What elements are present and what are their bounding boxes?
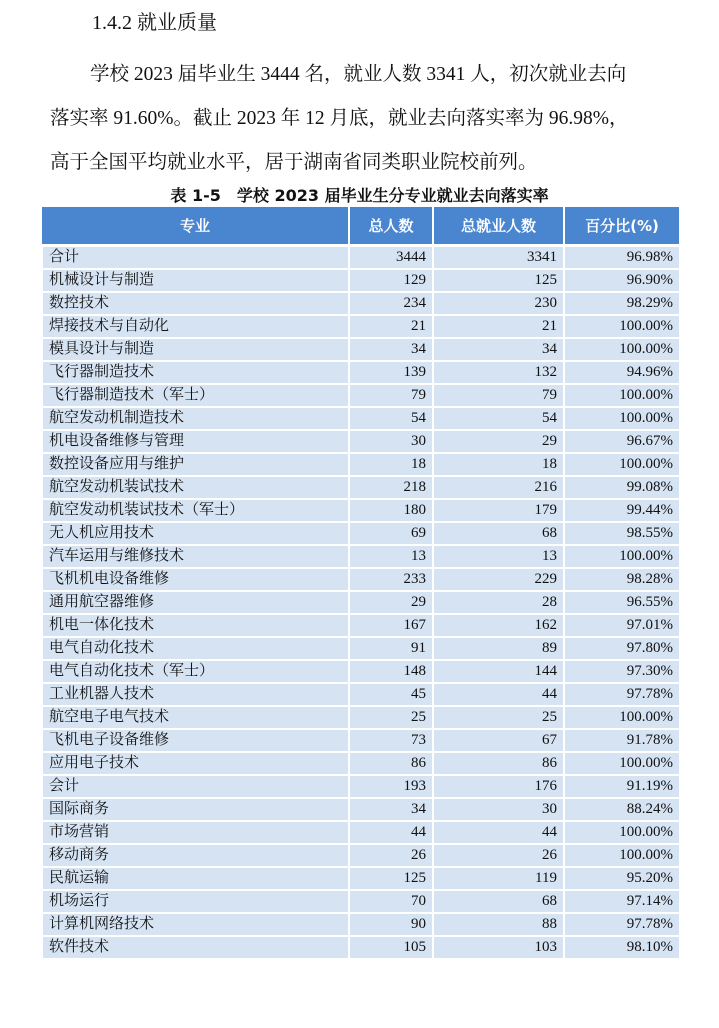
table-row xyxy=(42,591,680,614)
table-row xyxy=(42,775,680,798)
cell-percent: 99.44% xyxy=(564,499,680,522)
cell-employed: 79 xyxy=(433,384,564,407)
cell-employed: 89 xyxy=(433,637,564,660)
cell-total: 34 xyxy=(349,338,433,361)
table-row xyxy=(42,269,680,292)
cell-major: 应用电子技术 xyxy=(42,752,349,775)
cell-major: 机电一体化技术 xyxy=(42,614,349,637)
table-row xyxy=(42,545,680,568)
cell-employed: 26 xyxy=(433,844,564,867)
cell-percent: 97.01% xyxy=(564,614,680,637)
cell-total: 25 xyxy=(349,706,433,729)
paragraph-line: 落实率 91.60%。截止 2023 年 12 月底，就业去向落实率为 96.98%， xyxy=(50,108,629,129)
cell-total: 29 xyxy=(349,591,433,614)
table-row xyxy=(42,453,680,476)
table-row xyxy=(42,683,680,706)
cell-major: 软件技术 xyxy=(42,936,349,959)
cell-total: 54 xyxy=(349,407,433,430)
table-row xyxy=(42,338,680,361)
table-row xyxy=(42,821,680,844)
cell-major: 飞行器制造技术 xyxy=(42,361,349,384)
header-total: 总人数 xyxy=(349,207,433,246)
cell-percent: 100.00% xyxy=(564,844,680,867)
cell-major: 移动商务 xyxy=(42,844,349,867)
cell-employed: 103 xyxy=(433,936,564,959)
paragraph-line: 学校 2023 届毕业生 3444 名，就业人数 3341 人，初次就业去向 xyxy=(90,64,627,85)
cell-major: 汽车运用与维修技术 xyxy=(42,545,349,568)
cell-total: 30 xyxy=(349,430,433,453)
cell-employed: 229 xyxy=(433,568,564,591)
cell-employed: 86 xyxy=(433,752,564,775)
cell-employed: 88 xyxy=(433,913,564,936)
table-row xyxy=(42,798,680,821)
cell-major: 航空发动机装试技术（军士） xyxy=(42,499,349,522)
header-employed: 总就业人数 xyxy=(433,207,564,246)
table-row xyxy=(42,844,680,867)
cell-percent: 88.24% xyxy=(564,798,680,821)
cell-employed: 67 xyxy=(433,729,564,752)
table-row xyxy=(42,315,680,338)
cell-employed: 44 xyxy=(433,821,564,844)
cell-percent: 100.00% xyxy=(564,384,680,407)
cell-major: 焊接技术与自动化 xyxy=(42,315,349,338)
cell-total: 79 xyxy=(349,384,433,407)
cell-employed: 179 xyxy=(433,499,564,522)
cell-total: 139 xyxy=(349,361,433,384)
cell-total: 234 xyxy=(349,292,433,315)
table-row xyxy=(42,384,680,407)
cell-percent: 98.10% xyxy=(564,936,680,959)
cell-percent: 96.90% xyxy=(564,269,680,292)
cell-percent: 100.00% xyxy=(564,821,680,844)
cell-employed: 28 xyxy=(433,591,564,614)
cell-employed: 230 xyxy=(433,292,564,315)
cell-major: 航空发动机装试技术 xyxy=(42,476,349,499)
cell-percent: 97.80% xyxy=(564,637,680,660)
table-row xyxy=(42,752,680,775)
cell-employed: 68 xyxy=(433,890,564,913)
cell-total: 3444 xyxy=(349,246,433,270)
cell-total: 125 xyxy=(349,867,433,890)
cell-total: 13 xyxy=(349,545,433,568)
cell-major: 市场营销 xyxy=(42,821,349,844)
cell-total: 21 xyxy=(349,315,433,338)
cell-percent: 94.96% xyxy=(564,361,680,384)
table-row xyxy=(42,913,680,936)
table-row xyxy=(42,867,680,890)
table-row xyxy=(42,476,680,499)
cell-major: 数控设备应用与维护 xyxy=(42,453,349,476)
table-row xyxy=(42,430,680,453)
cell-major: 电气自动化技术（军士） xyxy=(42,660,349,683)
header-major: 专业 xyxy=(42,207,349,246)
cell-major: 航空电子电气技术 xyxy=(42,706,349,729)
cell-major: 航空发动机制造技术 xyxy=(42,407,349,430)
cell-total: 26 xyxy=(349,844,433,867)
cell-employed: 29 xyxy=(433,430,564,453)
cell-major: 机电设备维修与管理 xyxy=(42,430,349,453)
cell-percent: 99.08% xyxy=(564,476,680,499)
cell-major: 机械设计与制造 xyxy=(42,269,349,292)
cell-total: 69 xyxy=(349,522,433,545)
table-row xyxy=(42,936,680,959)
cell-total: 91 xyxy=(349,637,433,660)
table-row xyxy=(42,499,680,522)
cell-percent: 100.00% xyxy=(564,407,680,430)
cell-percent: 97.78% xyxy=(564,683,680,706)
employment-table xyxy=(41,207,681,960)
table-row xyxy=(42,522,680,545)
cell-employed: 25 xyxy=(433,706,564,729)
cell-percent: 98.28% xyxy=(564,568,680,591)
table-row xyxy=(42,568,680,591)
cell-major: 飞机电子设备维修 xyxy=(42,729,349,752)
cell-percent: 100.00% xyxy=(564,706,680,729)
cell-percent: 97.14% xyxy=(564,890,680,913)
table-row xyxy=(42,246,680,270)
cell-employed: 54 xyxy=(433,407,564,430)
cell-percent: 100.00% xyxy=(564,315,680,338)
cell-employed: 18 xyxy=(433,453,564,476)
cell-percent: 100.00% xyxy=(564,453,680,476)
cell-total: 148 xyxy=(349,660,433,683)
cell-total: 218 xyxy=(349,476,433,499)
cell-percent: 97.30% xyxy=(564,660,680,683)
table-row xyxy=(42,729,680,752)
cell-major: 飞机机电设备维修 xyxy=(42,568,349,591)
cell-major: 民航运输 xyxy=(42,867,349,890)
cell-major: 会计 xyxy=(42,775,349,798)
table-row xyxy=(42,407,680,430)
table-row xyxy=(42,292,680,315)
cell-percent: 91.19% xyxy=(564,775,680,798)
cell-total: 34 xyxy=(349,798,433,821)
cell-employed: 162 xyxy=(433,614,564,637)
cell-percent: 95.20% xyxy=(564,867,680,890)
cell-major: 无人机应用技术 xyxy=(42,522,349,545)
cell-major: 合计 xyxy=(42,246,349,270)
cell-major: 工业机器人技术 xyxy=(42,683,349,706)
cell-major: 模具设计与制造 xyxy=(42,338,349,361)
cell-percent: 97.78% xyxy=(564,913,680,936)
cell-employed: 216 xyxy=(433,476,564,499)
cell-total: 90 xyxy=(349,913,433,936)
cell-total: 18 xyxy=(349,453,433,476)
header-percent: 百分比(%) xyxy=(564,207,680,246)
table-row xyxy=(42,660,680,683)
cell-total: 44 xyxy=(349,821,433,844)
cell-percent: 100.00% xyxy=(564,338,680,361)
cell-percent: 98.29% xyxy=(564,292,680,315)
cell-employed: 3341 xyxy=(433,246,564,270)
cell-total: 105 xyxy=(349,936,433,959)
cell-percent: 96.98% xyxy=(564,246,680,270)
table-row xyxy=(42,890,680,913)
cell-percent: 96.55% xyxy=(564,591,680,614)
cell-total: 129 xyxy=(349,269,433,292)
cell-percent: 98.55% xyxy=(564,522,680,545)
cell-employed: 125 xyxy=(433,269,564,292)
cell-employed: 34 xyxy=(433,338,564,361)
cell-major: 计算机网络技术 xyxy=(42,913,349,936)
cell-total: 86 xyxy=(349,752,433,775)
cell-major: 电气自动化技术 xyxy=(42,637,349,660)
table-row xyxy=(42,614,680,637)
cell-employed: 176 xyxy=(433,775,564,798)
cell-percent: 100.00% xyxy=(564,752,680,775)
cell-percent: 96.67% xyxy=(564,430,680,453)
table-row xyxy=(42,706,680,729)
cell-employed: 68 xyxy=(433,522,564,545)
section-heading: 1.4.2 就业质量 xyxy=(92,12,217,34)
cell-major: 机场运行 xyxy=(42,890,349,913)
cell-employed: 119 xyxy=(433,867,564,890)
cell-employed: 21 xyxy=(433,315,564,338)
table-row xyxy=(42,637,680,660)
cell-total: 73 xyxy=(349,729,433,752)
paragraph-line: 高于全国平均就业水平，居于湖南省同类职业院校前列。 xyxy=(50,152,538,173)
cell-total: 45 xyxy=(349,683,433,706)
cell-total: 70 xyxy=(349,890,433,913)
cell-total: 233 xyxy=(349,568,433,591)
table-caption: 表 1-5 学校 2023 届毕业生分专业就业去向落实率 xyxy=(170,186,549,205)
cell-employed: 132 xyxy=(433,361,564,384)
cell-employed: 30 xyxy=(433,798,564,821)
cell-employed: 144 xyxy=(433,660,564,683)
cell-employed: 44 xyxy=(433,683,564,706)
cell-major: 飞行器制造技术（军士） xyxy=(42,384,349,407)
cell-major: 国际商务 xyxy=(42,798,349,821)
cell-percent: 91.78% xyxy=(564,729,680,752)
cell-major: 数控技术 xyxy=(42,292,349,315)
table-header-row xyxy=(42,207,680,246)
cell-major: 通用航空器维修 xyxy=(42,591,349,614)
cell-percent: 100.00% xyxy=(564,545,680,568)
cell-total: 180 xyxy=(349,499,433,522)
body-paragraph xyxy=(50,53,715,185)
table-row xyxy=(42,361,680,384)
cell-employed: 13 xyxy=(433,545,564,568)
cell-total: 193 xyxy=(349,775,433,798)
cell-total: 167 xyxy=(349,614,433,637)
